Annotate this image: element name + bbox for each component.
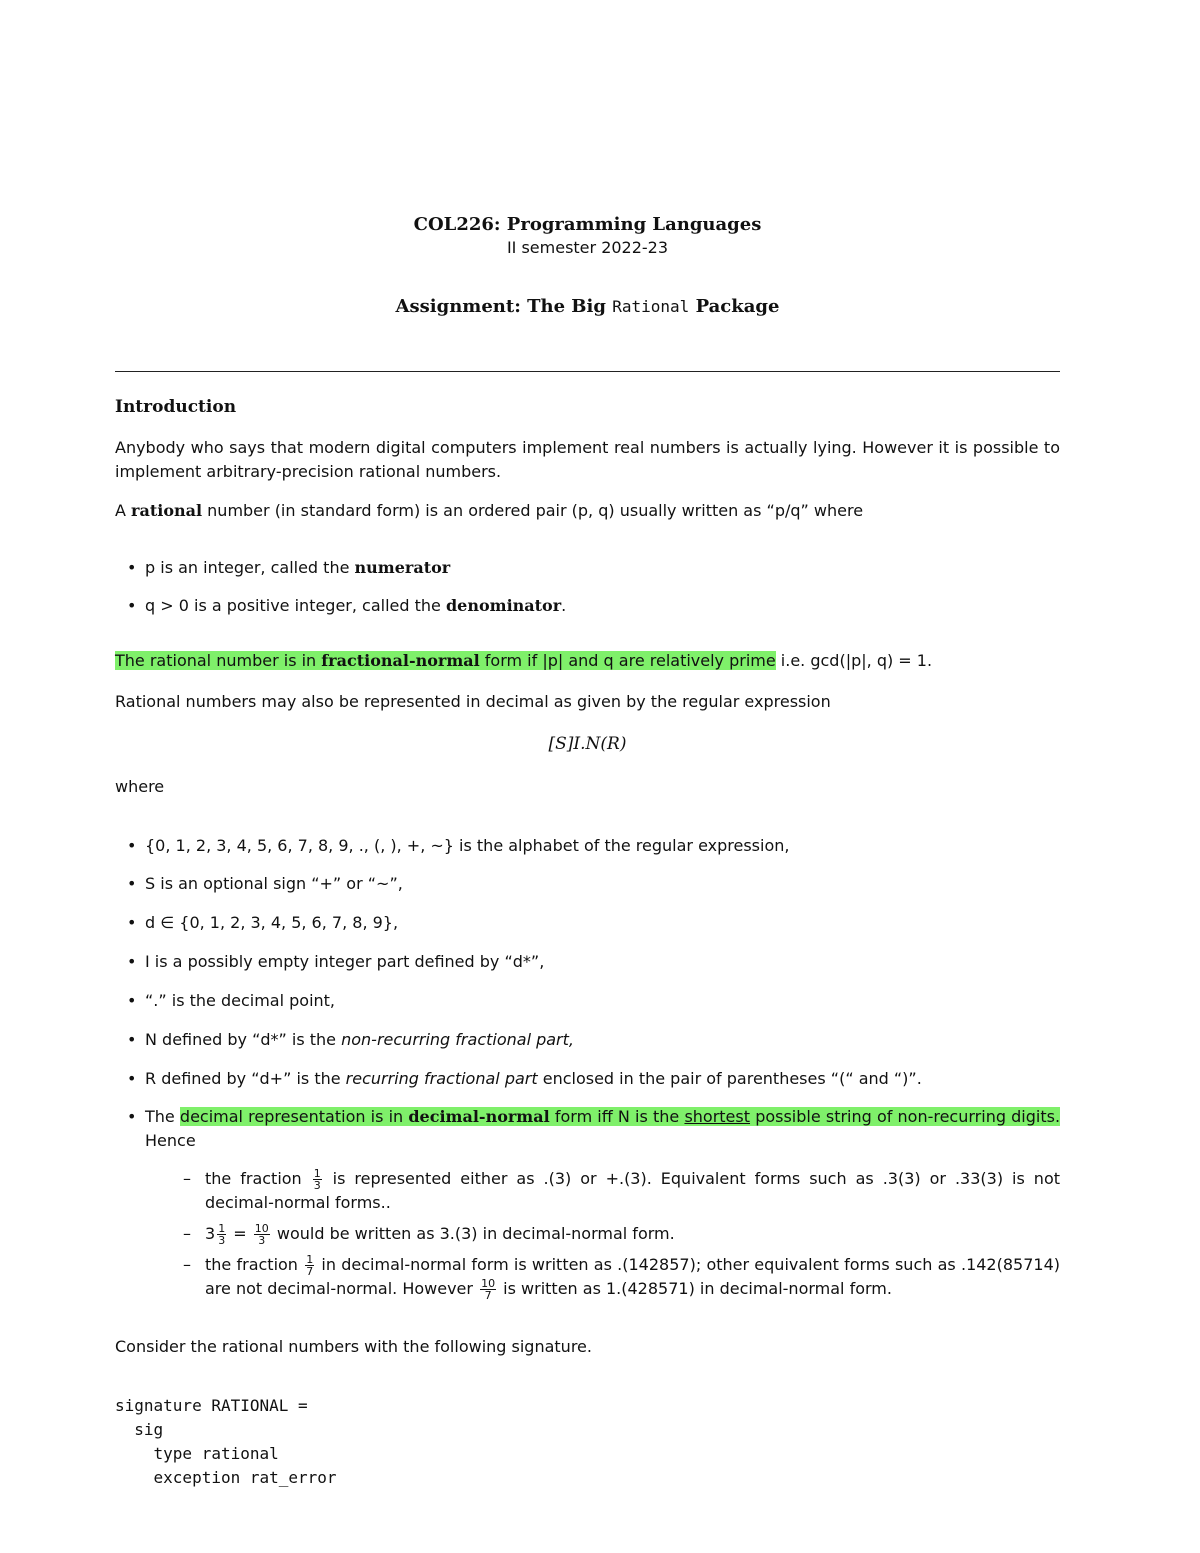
sub-list-item [183,1253,1060,1302]
term-fractional-normal: fractional-normal [321,651,480,670]
list-item [127,872,1060,896]
term-denominator: denominator [445,596,562,615]
fraction [313,1168,322,1191]
term-recurring: recurring fractional part [345,1069,538,1088]
text-span: R defined by “d+” is the [145,1069,341,1088]
text-span: i.e. gcd(|p|, q) = 1. [775,651,933,670]
dash-icon: – [183,1255,191,1274]
bullet-text: I is a possibly empty integer part defined by “d*”, [145,952,545,971]
bullet-icon: • [127,913,137,932]
semester-label: II semester 2022-23 [506,238,669,257]
numerator: 1 [313,1167,321,1180]
denominator: 3 [313,1179,321,1192]
text-span: would be written as 3.(3) in decimal-normal form. [276,1224,675,1243]
text-span: 3 [205,1224,216,1243]
fraction [305,1254,314,1277]
highlight [180,1107,1060,1126]
list-item [127,989,1060,1013]
text-span: possible string of non-recurring digits. [755,1107,1061,1126]
bullet-text: “.” is the decimal point, [145,991,336,1010]
horizontal-rule [115,371,1060,372]
numerator: 1 [218,1222,226,1235]
dash-icon: – [183,1169,191,1188]
where-label: where [115,777,165,796]
bullet-icon: • [127,558,137,577]
bullet-icon: • [127,1107,137,1126]
rational-definition [115,499,1060,523]
denominator: 7 [484,1289,492,1302]
fractional-normal-definition [115,649,1060,673]
list-item [127,1067,1060,1091]
bullet-text: {0, 1, 2, 3, 4, 5, 6, 7, 8, 9, ., (, ), +, ~} is the alphabet of the regular expression, [145,836,790,855]
bullet-icon: • [127,874,137,893]
course-title: COL226: Programming Languages [413,214,762,235]
numerator: 10 [254,1222,269,1235]
text-span: N defined by “d*” is the [145,1030,337,1049]
bullet-text: d ∈ {0, 1, 2, 3, 4, 5, 6, 7, 8, 9}, [145,913,399,932]
section-heading: Introduction [115,397,237,417]
assignment-suffix: Package [695,296,780,317]
list-item [127,834,1060,858]
regex-display: [S]I.N(R) [548,734,627,754]
sub-list-item [183,1167,1061,1215]
code-block: signature RATIONAL = sig type rational exception rat_error [115,1396,337,1487]
bullet-icon: • [127,596,137,615]
text-span: the fraction [205,1169,302,1188]
term-shortest: shortest [684,1107,751,1126]
fraction [254,1223,270,1246]
assignment-code: Rational [612,297,690,316]
text-span: A [115,501,126,520]
bullet-text: S is an optional sign “+” or “~”, [145,874,403,893]
bullet-icon: • [127,952,137,971]
term-decimal-normal: decimal-normal [408,1107,550,1126]
list-item [127,1105,1061,1153]
term-rational: rational [131,501,203,520]
assignment-prefix: Assignment: The Big [395,296,606,317]
term-non-recurring: non-recurring fractional part, [341,1030,574,1049]
bullet-icon: • [127,836,137,855]
equals-sign: = [233,1224,247,1243]
text-span: The rational number is in [115,651,317,670]
text-span: decimal representation is in [179,1107,404,1126]
list-item [127,950,1060,974]
fraction [217,1223,226,1246]
assignment-title [115,296,1060,317]
text-span: is represented either as .(3) or +.(3). Equivalent forms such as .3(3) or .33(3) is not decimal-normal forms.. [205,1169,1061,1212]
denominator: 3 [218,1234,226,1247]
fraction [480,1278,496,1301]
denominator: 3 [258,1234,266,1247]
decimal-intro: Rational numbers may also be represented in decimal as given by the regular expression [115,692,831,711]
dash-icon: – [183,1224,191,1243]
text-span: is written as 1.(428571) in decimal-normal form. [503,1279,892,1298]
text-span: number (in standard form) is an ordered pair (p, q) usually written as “p/q” where [207,501,864,520]
bullet-icon: • [127,1069,137,1088]
bullet-icon: • [127,991,137,1010]
denominator: 7 [306,1265,314,1278]
text-span: in decimal-normal form is written as .(142857); other equivalent forms such as .142(85714) are not decimal-normal. However [205,1255,1060,1298]
text-span: q > 0 is a positive integer, called the [145,596,441,615]
highlight [115,651,776,670]
term-numerator: numerator [354,558,451,577]
text-span: . [561,596,567,615]
text-span: form if |p| and q are relatively prime [484,651,776,670]
intro-paragraph: Anybody who says that modern digital computers implement real numbers is actually lying. However it is possible to implement arbitrary-precision rational numbers. [115,438,1060,481]
text-span: form iff N is the [554,1107,680,1126]
list-item [127,556,1060,580]
numerator: 1 [306,1253,314,1266]
list-item [127,594,1060,618]
text-span: p is an integer, called the [145,558,350,577]
bullet-icon: • [127,1030,137,1049]
list-item [127,1028,1060,1052]
text-span: Hence [145,1131,196,1150]
list-item [127,911,1060,935]
numerator: 10 [481,1277,496,1290]
text-span: enclosed in the pair of parentheses “(“ and “)”. [542,1069,922,1088]
sub-list-item [183,1222,1060,1247]
text-span: the fraction [205,1255,298,1274]
consider-paragraph: Consider the rational numbers with the following signature. [115,1337,592,1356]
text-span: The [145,1107,180,1126]
